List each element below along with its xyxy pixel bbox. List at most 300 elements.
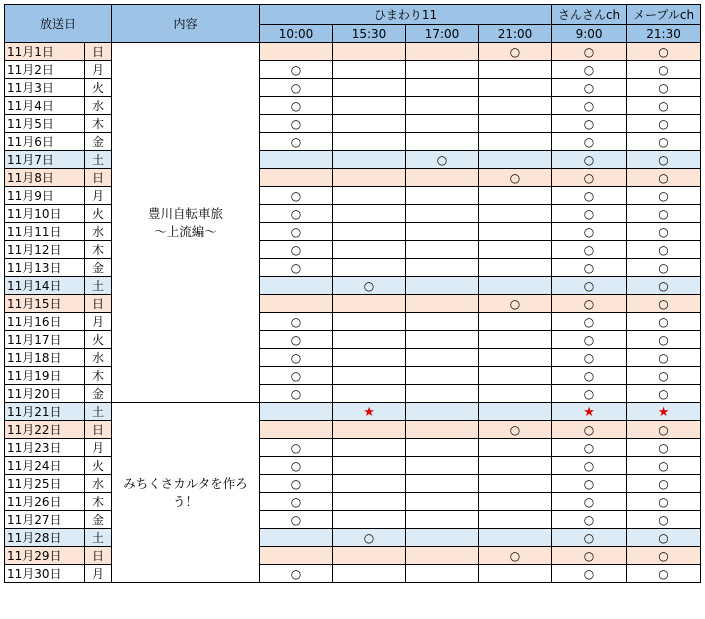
slot-cell: [552, 547, 627, 565]
date-cell: 11月13日: [5, 259, 85, 277]
table-row: [5, 421, 701, 439]
slot-cell: [260, 259, 333, 277]
date-cell: 11月26日: [5, 493, 85, 511]
slot-cell: [627, 349, 701, 367]
circle-mark: ○: [658, 242, 669, 257]
slot-cell: [627, 529, 701, 547]
slot-cell: [260, 475, 333, 493]
slot-cell: [479, 493, 552, 511]
weekday-cell: 日: [85, 421, 112, 439]
slot-cell: [260, 223, 333, 241]
slot-cell: [260, 565, 333, 583]
circle-mark: ○: [583, 548, 595, 563]
slot-cell: [627, 277, 701, 295]
program-title-line: ～上流編～: [154, 223, 217, 239]
slot-cell: [260, 115, 333, 133]
table-row: [5, 511, 701, 529]
slot-cell: [479, 475, 552, 493]
circle-mark: ○: [290, 134, 302, 149]
slot-cell: [627, 367, 701, 385]
slot-cell: [260, 421, 333, 439]
weekday-cell: 日: [85, 43, 112, 61]
header-channel-sansan: さんさんch: [552, 5, 627, 25]
slot-cell: [479, 421, 552, 439]
slot-cell: [333, 205, 406, 223]
slot-cell: [260, 277, 333, 295]
slot-cell: [479, 313, 552, 331]
slot-cell: [552, 115, 627, 133]
weekday-cell: 日: [85, 169, 112, 187]
slot-cell: [479, 565, 552, 583]
circle-mark: ○: [658, 62, 669, 77]
circle-mark: ○: [583, 188, 595, 203]
circle-mark: ○: [658, 206, 669, 221]
slot-cell: [627, 565, 701, 583]
date-cell: 11月25日: [5, 475, 85, 493]
slot-cell: [552, 349, 627, 367]
slot-cell: [552, 385, 627, 403]
weekday-cell: 火: [85, 331, 112, 349]
slot-cell: [479, 43, 552, 61]
circle-mark: ○: [658, 278, 669, 293]
slot-cell: [406, 205, 479, 223]
slot-cell: [260, 169, 333, 187]
slot-cell: [406, 277, 479, 295]
circle-mark: ○: [658, 350, 669, 365]
slot-cell: [627, 511, 701, 529]
slot-cell: [333, 493, 406, 511]
slot-cell: [406, 241, 479, 259]
slot-cell: [627, 475, 701, 493]
slot-cell: [260, 403, 333, 421]
slot-cell: [406, 115, 479, 133]
date-cell: 11月27日: [5, 511, 85, 529]
circle-mark: ○: [583, 566, 595, 581]
slot-cell: [406, 61, 479, 79]
slot-cell: [552, 205, 627, 223]
date-cell: 11月28日: [5, 529, 85, 547]
slot-cell: [479, 367, 552, 385]
slot-cell: [333, 259, 406, 277]
circle-mark: ○: [290, 224, 302, 239]
weekday-cell: 金: [85, 133, 112, 151]
date-cell: 11月6日: [5, 133, 85, 151]
weekday-cell: 木: [85, 493, 112, 511]
table-row: [5, 223, 701, 241]
slot-cell: [479, 457, 552, 475]
slot-cell: [627, 421, 701, 439]
slot-cell: [260, 493, 333, 511]
table-row: [5, 115, 701, 133]
date-cell: 11月2日: [5, 61, 85, 79]
date-cell: 11月23日: [5, 439, 85, 457]
circle-mark: ○: [658, 260, 669, 275]
slot-cell: [260, 79, 333, 97]
circle-mark: ○: [290, 314, 302, 329]
circle-mark: ○: [658, 476, 669, 491]
slot-cell: [479, 259, 552, 277]
slot-cell: [627, 259, 701, 277]
circle-mark: ○: [658, 134, 669, 149]
circle-mark: ○: [583, 62, 595, 77]
circle-mark: ○: [290, 242, 302, 257]
slot-cell: [627, 241, 701, 259]
slot-cell: [627, 151, 701, 169]
star-mark: ★: [583, 404, 595, 420]
circle-mark: ○: [658, 116, 669, 131]
circle-mark: ○: [290, 188, 302, 203]
star-mark: ★: [363, 404, 375, 420]
date-cell: 11月17日: [5, 331, 85, 349]
weekday-cell: 月: [85, 313, 112, 331]
slot-cell: [333, 547, 406, 565]
slot-cell: [552, 403, 627, 421]
slot-cell: [333, 511, 406, 529]
circle-mark: ○: [583, 476, 595, 491]
date-cell: 11月7日: [5, 151, 85, 169]
slot-cell: [406, 43, 479, 61]
weekday-cell: 月: [85, 187, 112, 205]
slot-cell: [260, 331, 333, 349]
circle-mark: ○: [583, 242, 595, 257]
circle-mark: ○: [583, 422, 595, 437]
slot-cell: [479, 331, 552, 349]
table-row: [5, 547, 701, 565]
date-cell: 11月24日: [5, 457, 85, 475]
date-cell: 11月15日: [5, 295, 85, 313]
circle-mark: ○: [583, 278, 595, 293]
slot-cell: [627, 439, 701, 457]
circle-mark: ○: [583, 386, 595, 401]
slot-cell: [406, 421, 479, 439]
slot-cell: [260, 367, 333, 385]
circle-mark: ○: [658, 440, 669, 455]
slot-cell: [333, 223, 406, 241]
table-row: [5, 493, 701, 511]
circle-mark: ○: [290, 80, 302, 95]
slot-cell: [627, 457, 701, 475]
slot-cell: [406, 187, 479, 205]
weekday-cell: 水: [85, 97, 112, 115]
slot-cell: [479, 169, 552, 187]
table-row: [5, 565, 701, 583]
slot-cell: [260, 187, 333, 205]
date-cell: 11月21日: [5, 403, 85, 421]
slot-cell: [627, 115, 701, 133]
date-cell: 11月9日: [5, 187, 85, 205]
circle-mark: ○: [290, 566, 302, 581]
table-row: [5, 169, 701, 187]
circle-mark: ○: [583, 116, 595, 131]
slot-cell: [479, 79, 552, 97]
slot-cell: [627, 403, 701, 421]
slot-cell: [406, 313, 479, 331]
slot-cell: [406, 259, 479, 277]
weekday-cell: 水: [85, 475, 112, 493]
circle-mark: ○: [658, 512, 669, 527]
slot-cell: [552, 367, 627, 385]
slot-cell: [406, 547, 479, 565]
weekday-cell: 月: [85, 565, 112, 583]
slot-cell: [333, 421, 406, 439]
weekday-cell: 火: [85, 79, 112, 97]
weekday-cell: 木: [85, 367, 112, 385]
slot-cell: [552, 241, 627, 259]
slot-cell: [260, 61, 333, 79]
circle-mark: ○: [363, 530, 375, 545]
header-channel-himawari: ひまわり11: [260, 5, 552, 25]
circle-mark: ○: [583, 296, 595, 311]
circle-mark: ○: [290, 350, 302, 365]
circle-mark: ○: [583, 368, 595, 383]
slot-cell: [333, 169, 406, 187]
circle-mark: ○: [658, 422, 669, 437]
circle-mark: ○: [290, 368, 302, 383]
circle-mark: ○: [583, 80, 595, 95]
slot-cell: [479, 295, 552, 313]
slot-cell: [479, 277, 552, 295]
date-cell: 11月20日: [5, 385, 85, 403]
circle-mark: ○: [658, 368, 669, 383]
circle-mark: ○: [290, 440, 302, 455]
circle-mark: ○: [583, 152, 595, 167]
circle-mark: ○: [658, 548, 669, 563]
slot-cell: [260, 43, 333, 61]
header-time: 9:00: [552, 25, 627, 43]
slot-cell: [627, 97, 701, 115]
weekday-cell: 月: [85, 61, 112, 79]
slot-cell: [333, 565, 406, 583]
slot-cell: [479, 385, 552, 403]
circle-mark: ○: [658, 44, 669, 59]
slot-cell: [627, 169, 701, 187]
circle-mark: ○: [290, 458, 302, 473]
date-cell: 11月10日: [5, 205, 85, 223]
slot-cell: [479, 349, 552, 367]
header-time: 10:00: [260, 25, 333, 43]
header-time: 21:00: [479, 25, 552, 43]
slot-cell: [479, 151, 552, 169]
circle-mark: ○: [658, 296, 669, 311]
table-row: [5, 61, 701, 79]
date-cell: 11月11日: [5, 223, 85, 241]
weekday-cell: 土: [85, 277, 112, 295]
circle-mark: ○: [509, 548, 521, 563]
circle-mark: ○: [290, 494, 302, 509]
table-row: [5, 529, 701, 547]
slot-cell: [552, 565, 627, 583]
circle-mark: ○: [509, 422, 521, 437]
slot-cell: [333, 457, 406, 475]
slot-cell: [479, 511, 552, 529]
slot-cell: [333, 331, 406, 349]
header-content: 内容: [112, 5, 260, 43]
slot-cell: [627, 61, 701, 79]
table-row: [5, 385, 701, 403]
slot-cell: [260, 97, 333, 115]
slot-cell: [552, 295, 627, 313]
slot-cell: [406, 565, 479, 583]
circle-mark: ○: [658, 566, 669, 581]
circle-mark: ○: [509, 296, 521, 311]
slot-cell: [333, 403, 406, 421]
slot-cell: [627, 331, 701, 349]
slot-cell: [552, 313, 627, 331]
slot-cell: [260, 457, 333, 475]
slot-cell: [260, 385, 333, 403]
slot-cell: [333, 115, 406, 133]
date-cell: 11月19日: [5, 367, 85, 385]
slot-cell: [479, 115, 552, 133]
slot-cell: [406, 331, 479, 349]
weekday-cell: 金: [85, 259, 112, 277]
circle-mark: ○: [658, 494, 669, 509]
circle-mark: ○: [583, 224, 595, 239]
circle-mark: ○: [658, 530, 669, 545]
slot-cell: [333, 349, 406, 367]
circle-mark: ○: [290, 332, 302, 347]
circle-mark: ○: [583, 458, 595, 473]
header-time: 21:30: [627, 25, 701, 43]
slot-cell: [552, 529, 627, 547]
slot-cell: [479, 529, 552, 547]
slot-cell: [260, 529, 333, 547]
slot-cell: [333, 133, 406, 151]
circle-mark: ○: [658, 80, 669, 95]
circle-mark: ○: [290, 260, 302, 275]
weekday-cell: 日: [85, 295, 112, 313]
slot-cell: [333, 277, 406, 295]
date-cell: 11月8日: [5, 169, 85, 187]
broadcast-schedule-table: [4, 4, 701, 583]
slot-cell: [260, 349, 333, 367]
weekday-cell: 金: [85, 511, 112, 529]
circle-mark: ○: [290, 512, 302, 527]
table-row: [5, 277, 701, 295]
slot-cell: [479, 403, 552, 421]
header-channel-maple: メープルch: [627, 5, 701, 25]
slot-cell: [479, 97, 552, 115]
circle-mark: ○: [658, 170, 669, 185]
slot-cell: [333, 43, 406, 61]
circle-mark: ○: [658, 314, 669, 329]
circle-mark: ○: [658, 458, 669, 473]
slot-cell: [627, 79, 701, 97]
circle-mark: ○: [583, 440, 595, 455]
program-title-line: みちくさカルタを作ろう！: [123, 475, 248, 509]
slot-cell: [479, 439, 552, 457]
table-row: [5, 439, 701, 457]
slot-cell: [479, 187, 552, 205]
table-row: [5, 295, 701, 313]
slot-cell: [333, 295, 406, 313]
date-cell: 11月3日: [5, 79, 85, 97]
slot-cell: [627, 547, 701, 565]
slot-cell: [406, 475, 479, 493]
slot-cell: [627, 205, 701, 223]
circle-mark: ○: [658, 332, 669, 347]
slot-cell: [406, 385, 479, 403]
slot-cell: [260, 439, 333, 457]
circle-mark: ○: [509, 170, 521, 185]
circle-mark: ○: [658, 224, 669, 239]
slot-cell: [333, 187, 406, 205]
slot-cell: [552, 439, 627, 457]
header-time: 17:00: [406, 25, 479, 43]
slot-cell: [552, 97, 627, 115]
circle-mark: ○: [583, 98, 595, 113]
table-row: [5, 457, 701, 475]
header-time: 15:30: [333, 25, 406, 43]
table-row: [5, 187, 701, 205]
slot-cell: [406, 295, 479, 313]
slot-cell: [406, 169, 479, 187]
date-cell: 11月18日: [5, 349, 85, 367]
slot-cell: [479, 205, 552, 223]
circle-mark: ○: [290, 476, 302, 491]
slot-cell: [260, 205, 333, 223]
slot-cell: [333, 79, 406, 97]
slot-cell: [627, 43, 701, 61]
slot-cell: [552, 475, 627, 493]
slot-cell: [552, 493, 627, 511]
slot-cell: [333, 97, 406, 115]
slot-cell: [406, 511, 479, 529]
circle-mark: ○: [583, 494, 595, 509]
schedule-body: [5, 43, 701, 583]
circle-mark: ○: [363, 278, 375, 293]
circle-mark: ○: [583, 332, 595, 347]
table-row: [5, 79, 701, 97]
weekday-cell: 水: [85, 349, 112, 367]
table-row: [5, 403, 701, 421]
slot-cell: [552, 43, 627, 61]
circle-mark: ○: [583, 206, 595, 221]
slot-cell: [627, 493, 701, 511]
circle-mark: ○: [658, 188, 669, 203]
date-cell: 11月4日: [5, 97, 85, 115]
slot-cell: [406, 79, 479, 97]
circle-mark: ○: [290, 98, 302, 113]
slot-cell: [406, 223, 479, 241]
slot-cell: [260, 133, 333, 151]
slot-cell: [552, 169, 627, 187]
slot-cell: [333, 61, 406, 79]
slot-cell: [406, 133, 479, 151]
slot-cell: [260, 241, 333, 259]
slot-cell: [552, 61, 627, 79]
circle-mark: ○: [290, 206, 302, 221]
slot-cell: [552, 151, 627, 169]
circle-mark: ○: [290, 62, 302, 77]
weekday-cell: 火: [85, 457, 112, 475]
program-title-line: 豊川自転車旅: [148, 205, 224, 221]
circle-mark: ○: [583, 530, 595, 545]
slot-cell: [260, 547, 333, 565]
table-row: [5, 313, 701, 331]
circle-mark: ○: [509, 44, 521, 59]
table-row: [5, 43, 701, 61]
slot-cell: [627, 313, 701, 331]
circle-mark: ○: [658, 98, 669, 113]
weekday-cell: 土: [85, 151, 112, 169]
star-mark: ★: [657, 404, 670, 420]
slot-cell: [333, 475, 406, 493]
weekday-cell: 月: [85, 439, 112, 457]
table-row: [5, 97, 701, 115]
table-row: [5, 349, 701, 367]
program-title-cell: [112, 43, 260, 403]
